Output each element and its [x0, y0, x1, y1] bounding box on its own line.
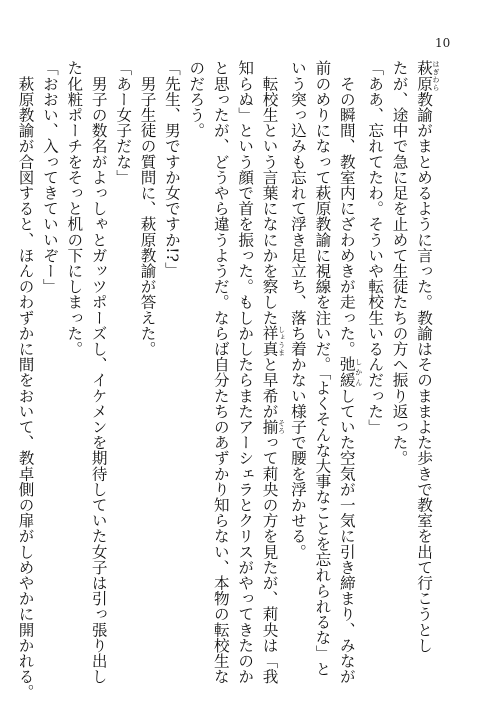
ruby-annotation: 揃 そろ	[260, 418, 286, 435]
text-line: 知らぬ」という顔で首を振った。もしかしたらまたアーシェラとクリスがやってきたのか	[236, 60, 255, 684]
text-line: 「おおい、入ってきていいぞー」	[40, 60, 59, 294]
text-line: 男子生徒の質問に、萩原教諭が答えた。	[138, 60, 157, 357]
text-line: 前のめりになって萩原教諭に視線を注いだ。「よくそんな大事なことを忘れられるな」と	[313, 60, 332, 677]
text-line: たが、途中で急に足を止めて生徒たちの方へ振り返った。	[390, 60, 409, 466]
text-line: のだろう。	[187, 60, 206, 138]
text-line: 萩原 はぎわら教諭がまとめるように言った。教諭はそのままよた歩きで教室を出て行こうとし	[415, 60, 440, 653]
text-line: 「先生、男ですか女ですか!?」	[162, 60, 181, 278]
vertical-text-body	[13, 60, 440, 700]
ruby-annotation: 萩原 はぎわら	[415, 60, 440, 92]
text-line: いう突っ込みも忘れて浮き足立ち、落ち着かない様子で腰を浮かせる。	[288, 60, 307, 560]
text-line: 転校生という言葉になにかを察した祥真 しょうまと早希が揃 そろって莉央の方を見たが、莉央は「我	[260, 60, 286, 685]
ruby-annotation: 弛緩 しかん	[337, 356, 363, 388]
text-line: と思ったが、どうやら違うようだ。ならば自分たちのあずかり知らない、本物の転校生な	[211, 60, 230, 684]
text-line: 「あー女子だな」	[114, 60, 133, 185]
page-number: 10	[435, 36, 451, 50]
text-line: 萩原教諭が合図すると、ほんのわずかに間をおいて、教卓側の扉がしめやかに開かれる。	[16, 60, 35, 700]
text-line: た化粧ポーチをそっと机の下にしまった。	[65, 60, 84, 357]
ruby-annotation: 祥真 しょうま	[260, 325, 286, 357]
text-line: 「ああ、忘れてたわ。そういや転校生いるんだった」	[366, 60, 385, 435]
text-line: その瞬間、教室内にざわめきが走った。弛緩 しかんしていた空気が一気に引き締まり、みなが	[337, 60, 363, 685]
text-line: 男子の数名がよっしゃとガッツポーズし、イケメンを期待していた女子は引っ張り出し	[89, 60, 108, 684]
